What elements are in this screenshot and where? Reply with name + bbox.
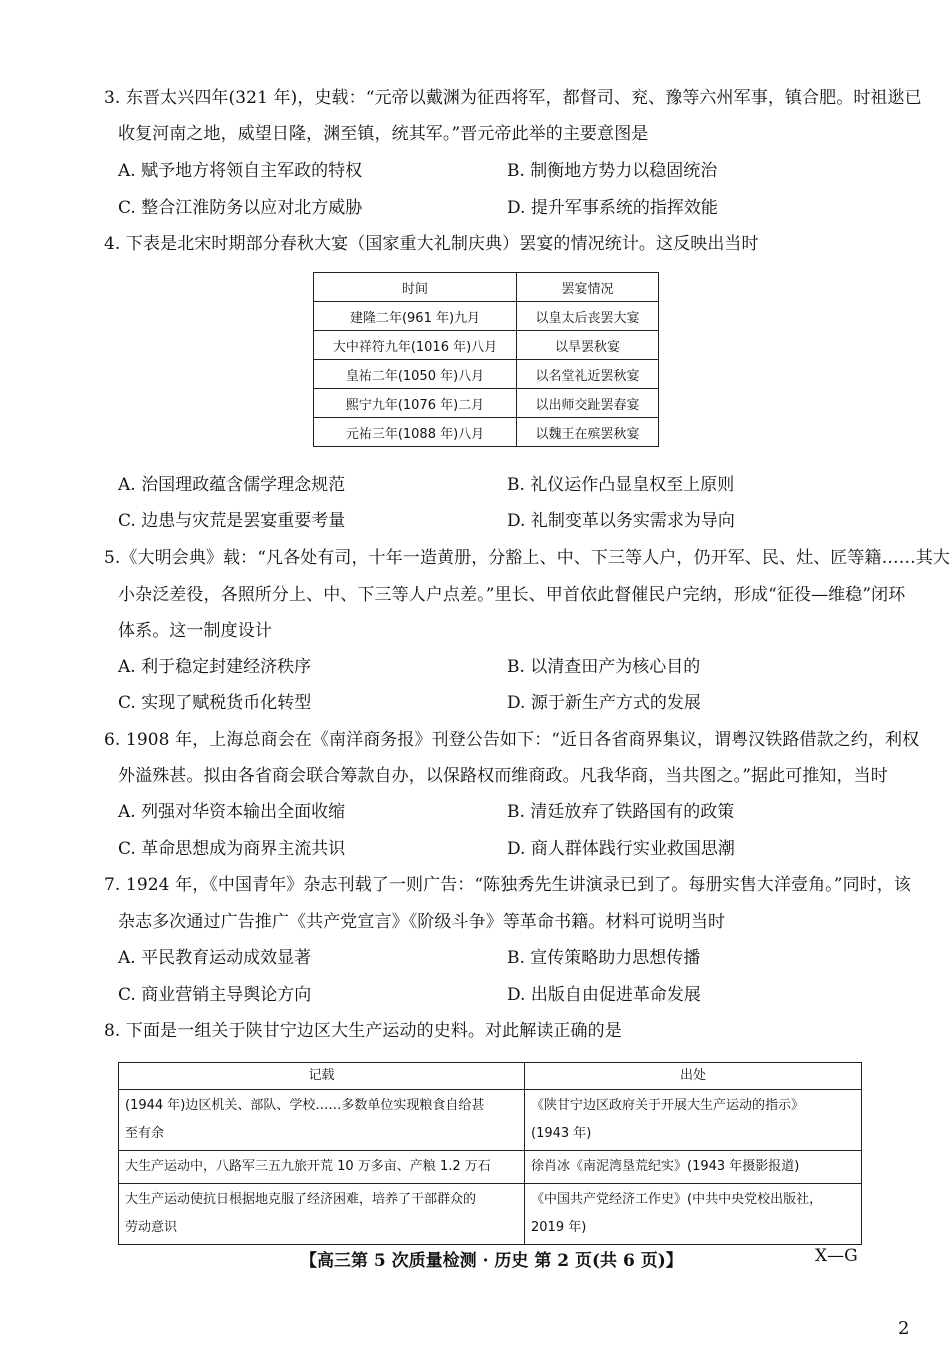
- page-footer: 【高三第 5 次质量检测 · 历史 第 2 页(共 6 页)】: [300, 1251, 683, 1271]
- q4-option-c: C. 边患与灾荒是罢宴重要考量: [118, 511, 346, 531]
- q4-table-header: 时间: [314, 273, 517, 302]
- q4-cell-status: 以名堂礼近罢秋宴: [517, 360, 659, 389]
- q4-table: [313, 272, 659, 447]
- q8-cell-text: 大生产运动中，八路军三五九旅开荒 10 万多亩、产粮 1.2 万石: [125, 1159, 491, 1174]
- table-row: [119, 1151, 862, 1184]
- q5-stem-line2: 小杂泛差役，各照所分上、中、下三等人户点差。”里长、甲首依此督催民户完纳，形成“征役—维稳”闭环: [118, 585, 906, 605]
- q4-cell-status: 以出师交趾罢春宴: [517, 389, 659, 418]
- q8-cell-source: [525, 1184, 862, 1245]
- q4-cell-status: 以魏王在殡罢秋宴: [517, 418, 659, 447]
- q4-cell-status: 以旱罢秋宴: [517, 331, 659, 360]
- q5-stem-line1: 5.《大明会典》载：“凡各处有司，十年一造黄册，分豁上、中、下三等人户，仍开军、民、灶、匠等籍……其大: [104, 548, 950, 568]
- q5-option-d: D. 源于新生产方式的发展: [507, 693, 701, 713]
- q8-cell-text: 大生产运动使抗日根据地克服了经济困难，培养了干部群众的: [125, 1192, 477, 1207]
- q8-cell-record: [119, 1151, 525, 1184]
- q4-cell-status: 以皇太后丧罢大宴: [517, 302, 659, 331]
- q8-cell-text: 2019 年): [531, 1220, 587, 1235]
- q8-table-header: 出处: [525, 1063, 862, 1090]
- q6-option-d: D. 商人群体践行实业救国思潮: [507, 839, 735, 859]
- q3-stem-line2: 收复河南之地，威望日隆，渊至镇，统其军。”晋元帝此举的主要意图是: [118, 124, 649, 144]
- q8-stem: 8. 下面是一组关于陕甘宁边区大生产运动的史料。对此解读正确的是: [104, 1021, 622, 1041]
- q8-cell-text: (1943 年): [531, 1126, 592, 1141]
- q4-table-header: 罢宴情况: [517, 273, 659, 302]
- q4-cell-time: 建隆二年(961 年)九月: [314, 302, 517, 331]
- q8-table: [118, 1062, 862, 1245]
- q4-cell-time: 大中祥符九年(1016 年)八月: [314, 331, 517, 360]
- q3-option-a: A. 赋予地方将领自主军政的特权: [118, 161, 363, 181]
- q8-cell-text: 徐肖冰《南泥湾垦荒纪实》(1943 年摄影报道): [531, 1159, 800, 1174]
- q8-cell-text: 劳动意识: [125, 1220, 178, 1235]
- q8-cell-source: [525, 1151, 862, 1184]
- q8-cell-record: [119, 1090, 525, 1151]
- q4-option-d: D. 礼制变革以务实需求为导向: [507, 511, 735, 531]
- q6-option-c: C. 革命思想成为商界主流共识: [118, 839, 346, 859]
- table-row: [314, 389, 659, 418]
- q6-option-a: A. 列强对华资本输出全面收缩: [118, 802, 346, 822]
- q4-cell-time: 熙宁九年(1076 年)二月: [314, 389, 517, 418]
- table-row: [314, 360, 659, 389]
- q4-option-b: B. 礼仪运作凸显皇权至上原则: [507, 475, 735, 495]
- table-row: [314, 302, 659, 331]
- q5-option-c: C. 实现了赋税货币化转型: [118, 693, 312, 713]
- q5-stem-line3: 体系。这一制度设计: [118, 621, 272, 641]
- q4-option-a: A. 治国理政蕴含儒学理念规范: [118, 475, 346, 495]
- q8-cell-text: 《中国共产党经济工作史》(中共中央党校出版社，: [531, 1192, 823, 1207]
- q3-option-c: C. 整合江淮防务以应对北方威胁: [118, 198, 363, 218]
- q8-cell-text: (1944 年)边区机关、部队、学校……多数单位实现粮食自给甚: [125, 1098, 485, 1113]
- paper-code: X—G: [815, 1246, 858, 1266]
- q7-option-d: D. 出版自由促进革命发展: [507, 985, 701, 1005]
- q6-stem-line2: 外溢殊甚。拟由各省商会联合筹款自办，以保路权而维商政。凡我华商，当共图之。”据此可推知，当时: [118, 766, 888, 786]
- q7-option-a: A. 平民教育运动成效显著: [118, 948, 312, 968]
- q4-stem: 4. 下表是北宋时期部分春秋大宴（国家重大礼制庆典）罢宴的情况统计。这反映出当时: [104, 234, 759, 254]
- q8-cell-text: 至有余: [125, 1126, 165, 1141]
- page-mark: 2: [898, 1318, 910, 1339]
- q6-stem-line1: 6. 1908 年，上海总商会在《南洋商务报》刊登公告如下：“近日各省商界集议，谓粤汉铁路借款之约，利权: [104, 730, 920, 750]
- q3-stem-line1: 3. 东晋太兴四年(321 年)，史载：“元帝以戴渊为征西将军，都督司、兖、豫等六州军事，镇合肥。时祖逖已: [104, 88, 922, 108]
- q4-cell-time: 元祐三年(1088 年)八月: [314, 418, 517, 447]
- q7-stem-line1: 7. 1924 年，《中国青年》杂志刊载了一则广告：“陈独秀先生讲演录已到了。每册实售大洋壹角。”同时，该: [104, 875, 911, 895]
- table-row: [314, 331, 659, 360]
- table-row: [119, 1090, 862, 1151]
- q7-option-b: B. 宣传策略助力思想传播: [507, 948, 701, 968]
- q6-option-b: B. 清廷放弃了铁路国有的政策: [507, 802, 735, 822]
- q8-cell-record: [119, 1184, 525, 1245]
- q8-cell-source: [525, 1090, 862, 1151]
- q8-cell-text: 《陕甘宁边区政府关于开展大生产运动的指示》: [531, 1098, 805, 1113]
- q3-option-b: B. 制衡地方势力以稳固统治: [507, 161, 718, 181]
- q7-stem-line2: 杂志多次通过广告推广《共产党宣言》《阶级斗争》等革命书籍。材料可说明当时: [118, 912, 726, 932]
- q5-option-a: A. 利于稳定封建经济秩序: [118, 657, 312, 677]
- q5-option-b: B. 以清查田产为核心目的: [507, 657, 701, 677]
- q8-table-header: 记载: [119, 1063, 525, 1090]
- table-row: [314, 418, 659, 447]
- q4-cell-time: 皇祐二年(1050 年)八月: [314, 360, 517, 389]
- q3-option-d: D. 提升军事系统的指挥效能: [507, 198, 718, 218]
- q7-option-c: C. 商业营销主导舆论方向: [118, 985, 312, 1005]
- table-row: [119, 1184, 862, 1245]
